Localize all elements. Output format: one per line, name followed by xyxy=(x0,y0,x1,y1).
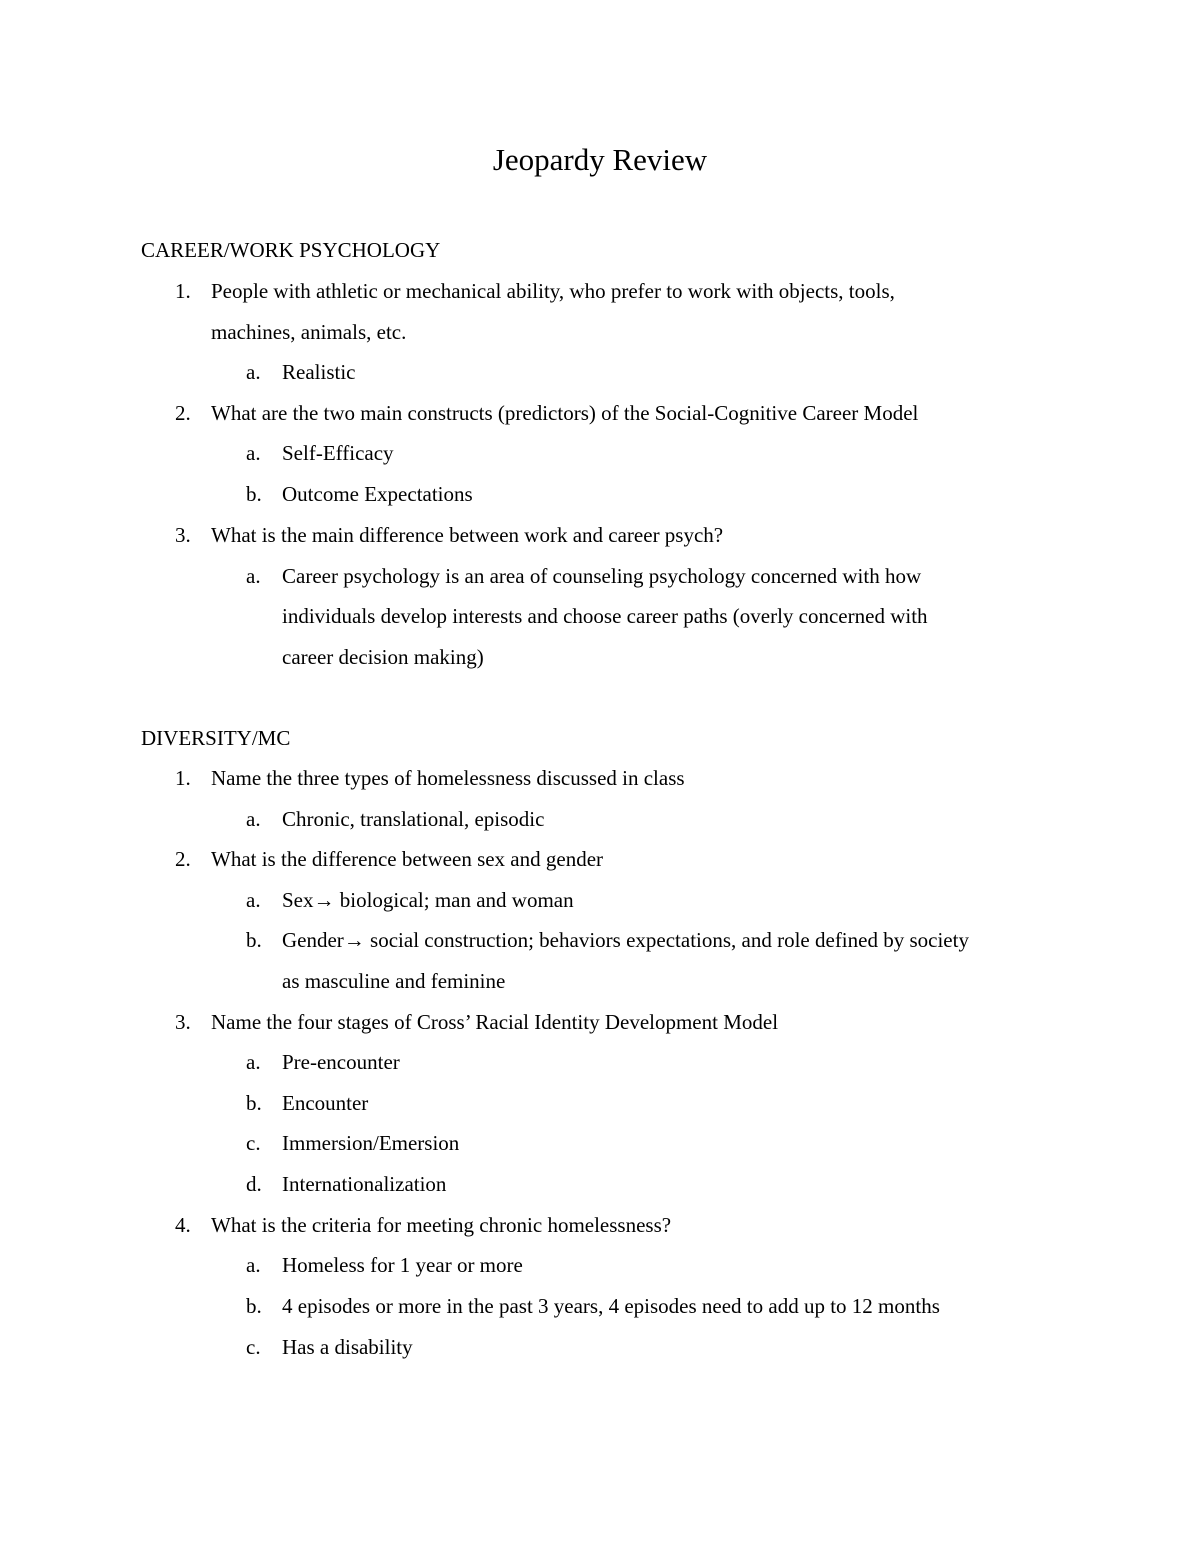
answer-letter: c. xyxy=(246,1131,261,1155)
answer-text: Gender→ social construction; behaviors expectations, and role defined by society xyxy=(282,928,969,952)
answer-letter: a. xyxy=(246,360,261,384)
question-number: 3. xyxy=(175,1010,191,1034)
question-text: machines, animals, etc. xyxy=(211,320,407,344)
question-text: What is the main difference between work and career psych? xyxy=(211,523,724,547)
question-text: What are the two main constructs (predictors) of the Social-Cognitive Career Model xyxy=(211,401,919,425)
answer-letter: b. xyxy=(246,1294,262,1318)
question-text: What is the difference between sex and gender xyxy=(211,847,604,871)
answer-text: Sex→ biological; man and woman xyxy=(282,888,574,912)
question-number: 2. xyxy=(175,401,191,425)
answer-letter: a. xyxy=(246,564,261,588)
question-text: Name the four stages of Cross’ Racial Identity Development Model xyxy=(211,1010,779,1034)
answer-letter: a. xyxy=(246,807,261,831)
answer-text: Self-Efficacy xyxy=(282,441,394,465)
answer-text: 4 episodes or more in the past 3 years, 4 episodes need to add up to 12 months xyxy=(282,1294,940,1318)
question-number: 4. xyxy=(175,1213,191,1237)
answer-letter: b. xyxy=(246,928,262,952)
answer-letter: c. xyxy=(246,1335,261,1359)
question-number: 2. xyxy=(175,847,191,871)
question-text: Name the three types of homelessness discussed in class xyxy=(211,766,685,790)
question-number: 3. xyxy=(175,523,191,547)
answer-text: Chronic, translational, episodic xyxy=(282,807,545,831)
answer-text: Immersion/Emersion xyxy=(282,1131,460,1155)
answer-text: Outcome Expectations xyxy=(282,482,473,506)
answer-letter: a. xyxy=(246,888,261,912)
question-text: What is the criteria for meeting chronic homelessness? xyxy=(211,1213,672,1237)
answer-text: Career psychology is an area of counseling psychology concerned with how xyxy=(282,564,922,588)
answer-text: Homeless for 1 year or more xyxy=(282,1253,523,1277)
answer-letter: a. xyxy=(246,1253,261,1277)
question-number: 1. xyxy=(175,766,191,790)
section-heading: CAREER/WORK PSYCHOLOGY xyxy=(141,238,441,262)
answer-text: Has a disability xyxy=(282,1335,413,1359)
question-text: People with athletic or mechanical ability, who prefer to work with objects, tools, xyxy=(211,279,895,303)
answer-text: individuals develop interests and choose career paths (overly concerned with xyxy=(282,604,928,628)
section-heading: DIVERSITY/MC xyxy=(141,726,291,750)
answer-text: Internationalization xyxy=(282,1172,447,1196)
answer-letter: d. xyxy=(246,1172,262,1196)
answer-text: career decision making) xyxy=(282,645,484,669)
answer-letter: a. xyxy=(246,1050,261,1074)
answer-text: Encounter xyxy=(282,1091,369,1115)
answer-letter: b. xyxy=(246,1091,262,1115)
answer-letter: a. xyxy=(246,441,261,465)
answer-text: Realistic xyxy=(282,360,356,384)
answer-letter: b. xyxy=(246,482,262,506)
page-title: Jeopardy Review xyxy=(492,142,708,177)
answer-text: as masculine and feminine xyxy=(282,969,506,993)
question-number: 1. xyxy=(175,279,191,303)
answer-text: Pre-encounter xyxy=(282,1050,400,1074)
